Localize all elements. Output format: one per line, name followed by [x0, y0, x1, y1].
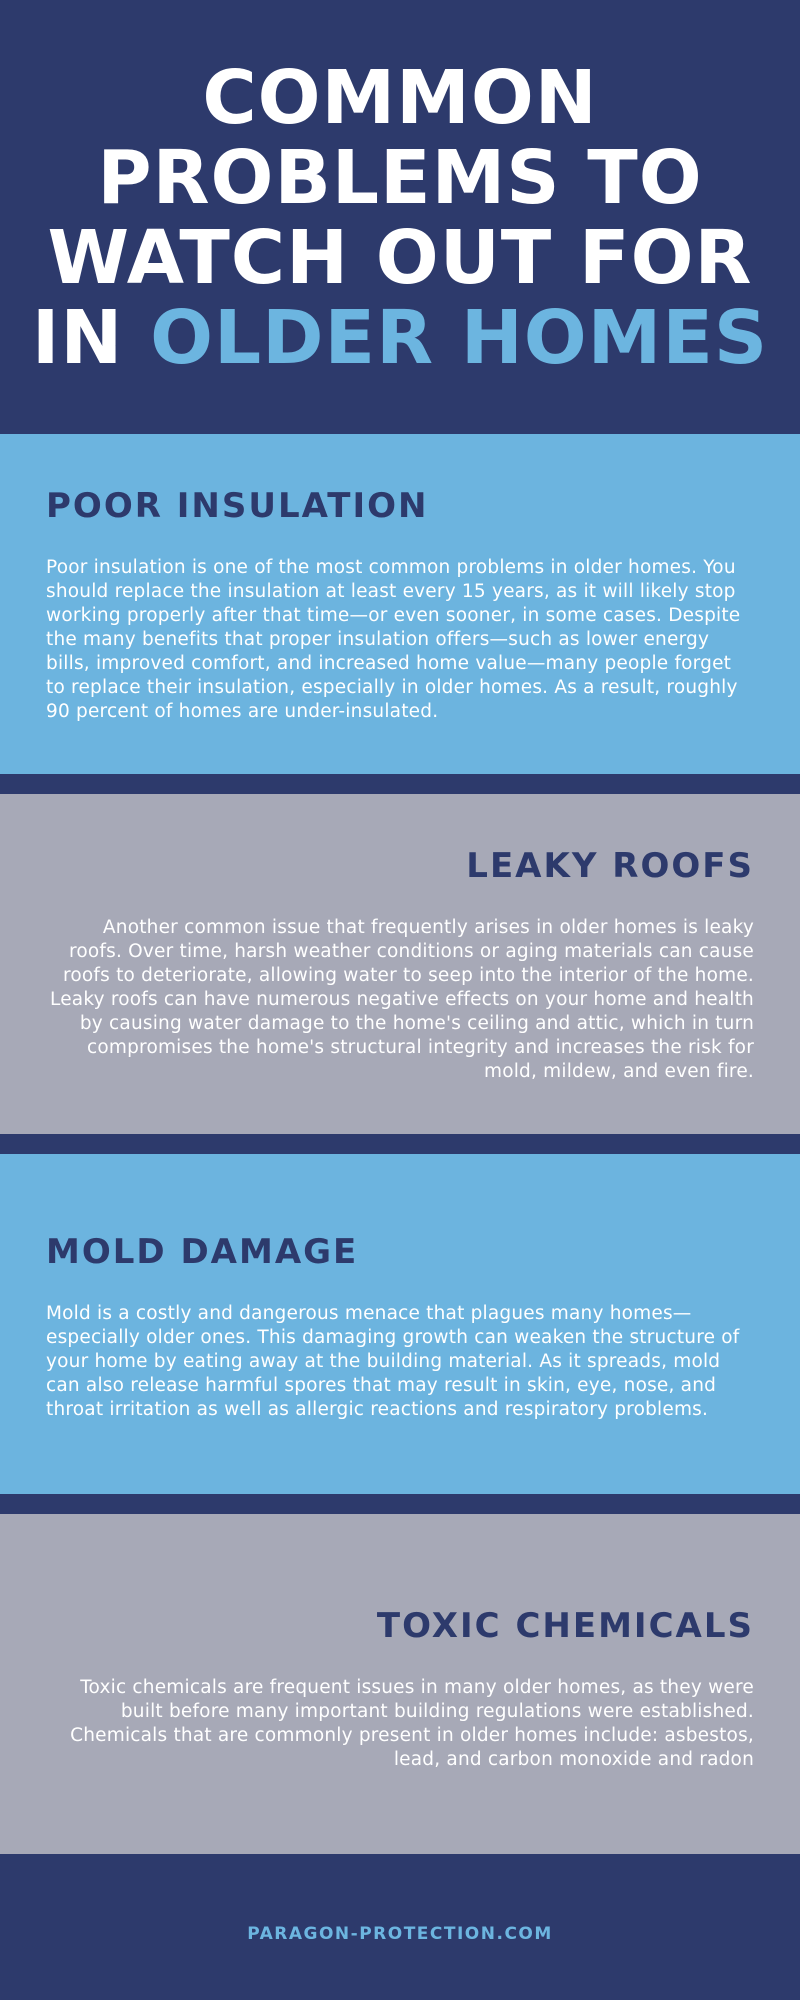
footer [0, 1854, 800, 2000]
title-line-4-prefix: IN [31, 295, 151, 381]
section-body: Toxic chemicals are frequent issues in many older homes, as they were built before many important building regulations were established. Chemicals that are commonly present in older homes include: asbestos, lead, and carbon monoxide and radon [70, 1677, 754, 1770]
section-heading: TOXIC CHEMICALS [376, 1606, 754, 1646]
title-line-2: PROBLEMS TO [97, 135, 703, 221]
header-banner [0, 0, 800, 434]
section-heading: POOR INSULATION [46, 486, 429, 526]
section-body: Poor insulation is one of the most common problems in older homes. You should replace the insulation at least every 15 years, as it will likely stop working properly after that time—or even sooner, in some cases. Despite the many benefits that proper insulation offers—such as lower energy bills, improved comfort, and increased home value—many people forget to replace their insulation, especially in older homes. As a result, roughly 90 percent of homes are under-insulated. [46, 557, 741, 722]
page-title [0, 55, 800, 381]
section-body: Mold is a costly and dangerous menace that plagues many homes—especially older ones. This damaging growth can weaken the structure of your home by eating away at the building material. As it spreads, mold can also release harmful spores that may result in skin, eye, nose, and throat irritation as well as allergic reactions and respiratory problems. [46, 1303, 740, 1420]
title-line-3: WATCH OUT FOR [47, 215, 753, 301]
section-leaky-roofs [0, 794, 800, 1134]
section-poor-insulation [0, 434, 800, 774]
website-link[interactable]: PARAGON-PROTECTION.COM [247, 1924, 553, 1944]
title-line-4-accent: OLDER HOMES [150, 295, 769, 381]
title-line-1: COMMON [202, 55, 598, 141]
section-toxic-chemicals [0, 1514, 800, 1854]
section-heading: MOLD DAMAGE [46, 1232, 359, 1272]
section-heading: LEAKY ROOFS [466, 846, 754, 886]
section-body: Another common issue that frequently arises in older homes is leaky roofs. Over time, harsh weather conditions or aging materials can cause roofs to deteriorate, allowing water to seep into the interior of the home. Leaky roofs can have numerous negative effects on your home and health by causing water damage to the home's ceiling and attic, which in turn compromises the home's structural integrity and increases the risk for mold, mildew, and even fire. [50, 917, 754, 1082]
section-mold-damage [0, 1154, 800, 1494]
